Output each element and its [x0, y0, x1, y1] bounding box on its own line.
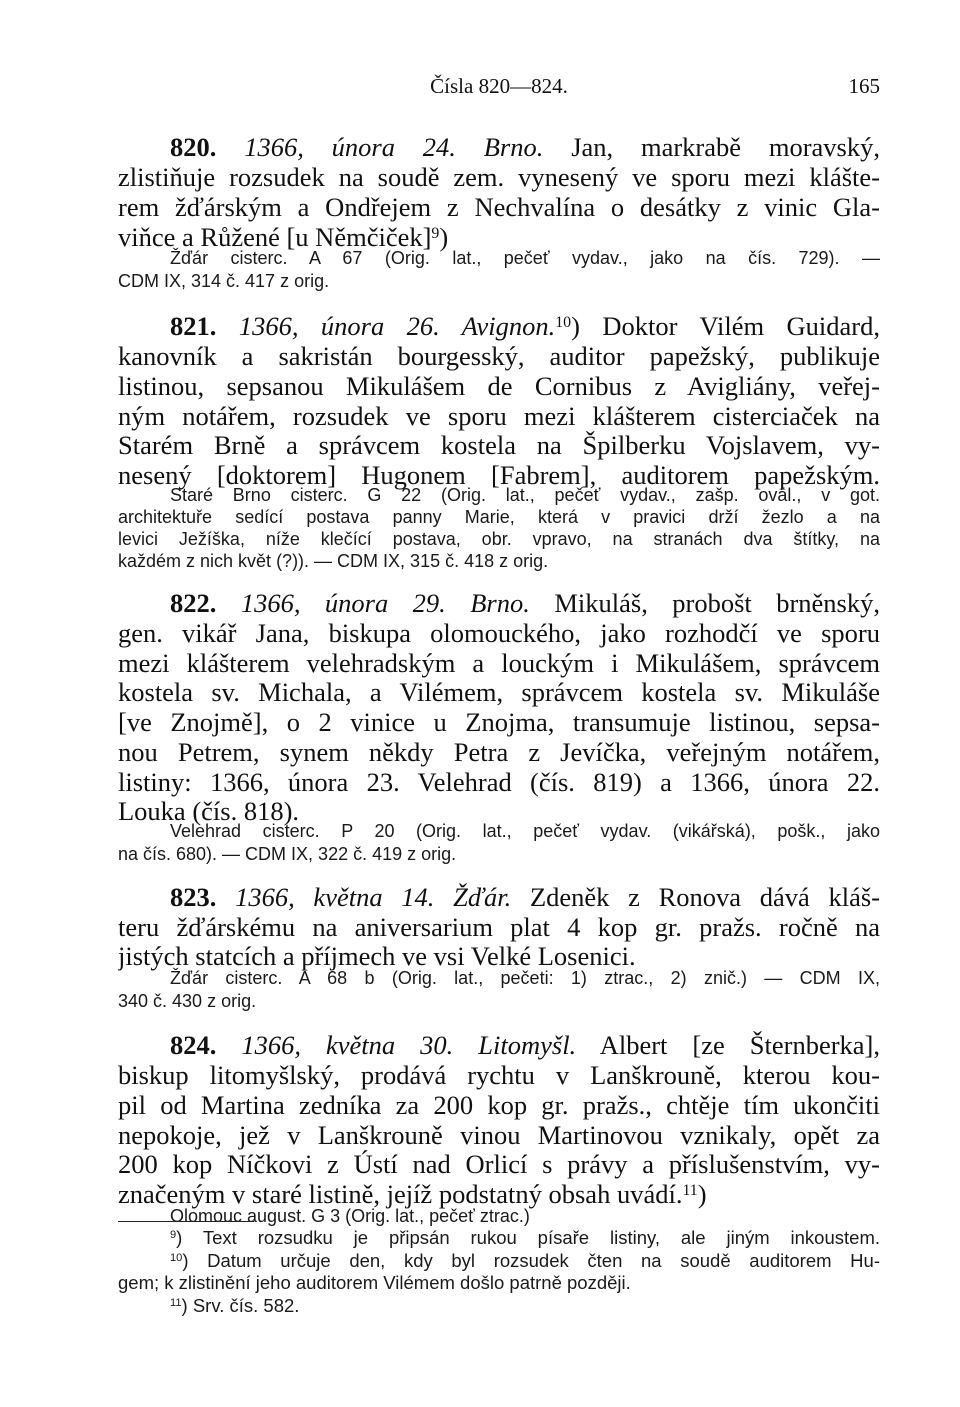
entry-text-line: mezi klášterem velehradským a louckým i Mikulášem, správcem [118, 648, 880, 678]
archival-note-line: každém z nich květ (?)). — CDM IX, 315 č. 418 z orig. [118, 551, 549, 571]
entry-text-line: značeným v staré listině, jejíž podstatný obsah uvádí.$^{11}$) [118, 1179, 707, 1209]
entry-text-line: nou Petrem, synem někdy Petra z Jevíčka, veřejným notářem, [118, 737, 880, 767]
entry-date: 1366, května 30. Litomyšl. [241, 1030, 577, 1060]
page-header-title: Čísla 820—824. [430, 74, 568, 98]
archival-note-line: Staré Brno cisterc. G 22 (Orig. lat., pečeť vydav., zašp. ovál., v got. [170, 485, 880, 505]
entry-text-line: rem žďárským a Ondřejem z Nechvalína o desátky z vinic Gla- [118, 192, 880, 222]
entry-text-line: Albert [ze Šternberka], [576, 1030, 880, 1060]
entry-number: 822. [170, 588, 217, 618]
archival-note-line: Olomouc august. G 3 (Orig. lat., pečeť ztrac.) [170, 1206, 530, 1226]
footnote-mark: 10 [170, 1252, 183, 1264]
footnote: $^{11}$) Srv. čís. 582. [170, 1295, 300, 1316]
entry-text-line: Jan, markrabě moravský, [543, 132, 880, 162]
entry-heading-line [118, 1030, 880, 1060]
entry-text-line: gen. vikář Jana, biskupa olomouckého, jako rozhodčí ve sporu [118, 618, 880, 648]
entry-heading-line [118, 132, 880, 162]
archival-note-line: 340 č. 430 z orig. [118, 991, 257, 1011]
footnote-mark: 9 [170, 1229, 177, 1241]
footnote-reference: 11 [682, 1182, 698, 1199]
entry-heading-line [118, 588, 880, 618]
entry-text-line: listinou, sepsanou Mikulášem de Cornibus z Avigliány, veřej- [118, 371, 880, 401]
entry-number: 820. [170, 132, 217, 162]
entry-text-line: teru žďárskému na aniversarium plat 4 kop gr. pražs. ročně na [118, 912, 880, 942]
entry-date: 1366, února 26. Avignon. [238, 311, 556, 341]
entry-date: 1366, února 29. Brno. [240, 588, 530, 618]
entry-heading-line [118, 882, 880, 912]
entry-text-line: ným notářem, rozsudek ve sporu mezi klášterem cisterciaček na [118, 401, 880, 431]
entry-number: 824. [170, 1030, 217, 1060]
entry-text-line: nepokoje, jež v Lanškrouně vinou Martinovou vznikaly, opět za [118, 1120, 880, 1150]
entry-text-line: Mikuláš, probošt brněnský, [529, 588, 880, 618]
footnote-mark: 11 [170, 1297, 182, 1309]
entry-text-line: kostela sv. Michala, a Vilémem, správcem kostela sv. Mikuláše [118, 677, 880, 707]
entry-text-line: jistých statcích a příjmech ve vsi Velké Losenici. [118, 941, 636, 971]
footnote-separator [118, 1221, 254, 1222]
entry-text-line: pil od Martina zedníka za 200 kop gr. pražs., chtěje tím ukončiti [118, 1090, 880, 1120]
entry-text-line: ) Doktor Vilém Guidard, [571, 311, 880, 341]
entry-text-line: Zdeněk z Ronova dává kláš- [511, 882, 880, 912]
entry-number: 823. [170, 882, 217, 912]
entry-heading-line [118, 311, 880, 341]
entry-date: 1366, května 14. Žďár. [235, 882, 512, 912]
archival-note-line: na čís. 680). — CDM IX, 322 č. 419 z orig. [118, 844, 457, 864]
entry-text-line: Starém Brně a správcem kostela na Špilberku Vojslavem, vy- [118, 430, 880, 460]
entry-text-line: 200 kop Níčkovi z Ústí nad Orlicí s právy a příslušenstvím, vy- [118, 1149, 880, 1179]
archival-note-line: architektuře sedící postava panny Marie, která v pravici drží žezlo a na [118, 507, 880, 527]
entry-date: 1366, února 24. Brno. [244, 132, 544, 162]
archival-note-line: CDM IX, 314 č. 417 z orig. [118, 271, 330, 291]
entry-text-line: [ve Znojmě], o 2 vinice u Znojma, transumuje listinou, sepsa- [118, 707, 880, 737]
entry-number: 821. [170, 311, 217, 341]
entry-text-line: nesený [doktorem] Hugonem [Fabrem], auditorem papežským. [118, 460, 880, 490]
footnote: $^9$) Text rozsudku je připsán rukou písaře listiny, ale jiným inkoustem. [170, 1227, 880, 1248]
entry-text-line: kanovník a sakristán bourgesský, auditor papežský, publikuje [118, 341, 880, 371]
entry-text-line: Louka (čís. 818). [118, 796, 300, 826]
footnote: $^{10}$) Datum určuje den, kdy byl rozsudek čten na soudě auditorem Hu- [170, 1250, 880, 1271]
entry-text-line: listiny: 1366, února 23. Velehrad (čís. 819) a 1366, února 22. [118, 767, 880, 797]
archival-note-line: Žďár cisterc. A 67 (Orig. lat., pečeť vydav., jako na čís. 729). — [170, 248, 880, 268]
running-head [118, 74, 880, 104]
footnote-reference: 10 [555, 314, 572, 331]
footnote-continuation: gem; k zlistinění jeho auditorem Vilémem došlo patrně později. [118, 1272, 631, 1293]
archival-note-line: Velehrad cisterc. P 20 (Orig. lat., pečeť vydav. (vikářská), pošk., jako [170, 821, 880, 841]
archival-note-line: Žďár cisterc. A 68 b (Orig. lat., pečeti: 1) ztrac., 2) znič.) — CDM IX, [170, 968, 880, 988]
footnote-reference: 9 [431, 225, 440, 242]
entry-text-line: viňce a Růžené [u Němčiček]$^9$) [118, 222, 449, 252]
entry-text-line: biskup litomyšlský, prodává rychtu v Lanškrouně, kterou kou- [118, 1060, 880, 1090]
archival-note-line: levici Ježíška, níže klečící postava, obr. vpravo, na stranách dva štítky, na [118, 529, 880, 549]
entry-text-line: zlistiňuje rozsudek na soudě zem. vynesený ve sporu mezi klášte- [118, 162, 880, 192]
page-number: 165 [848, 74, 880, 98]
